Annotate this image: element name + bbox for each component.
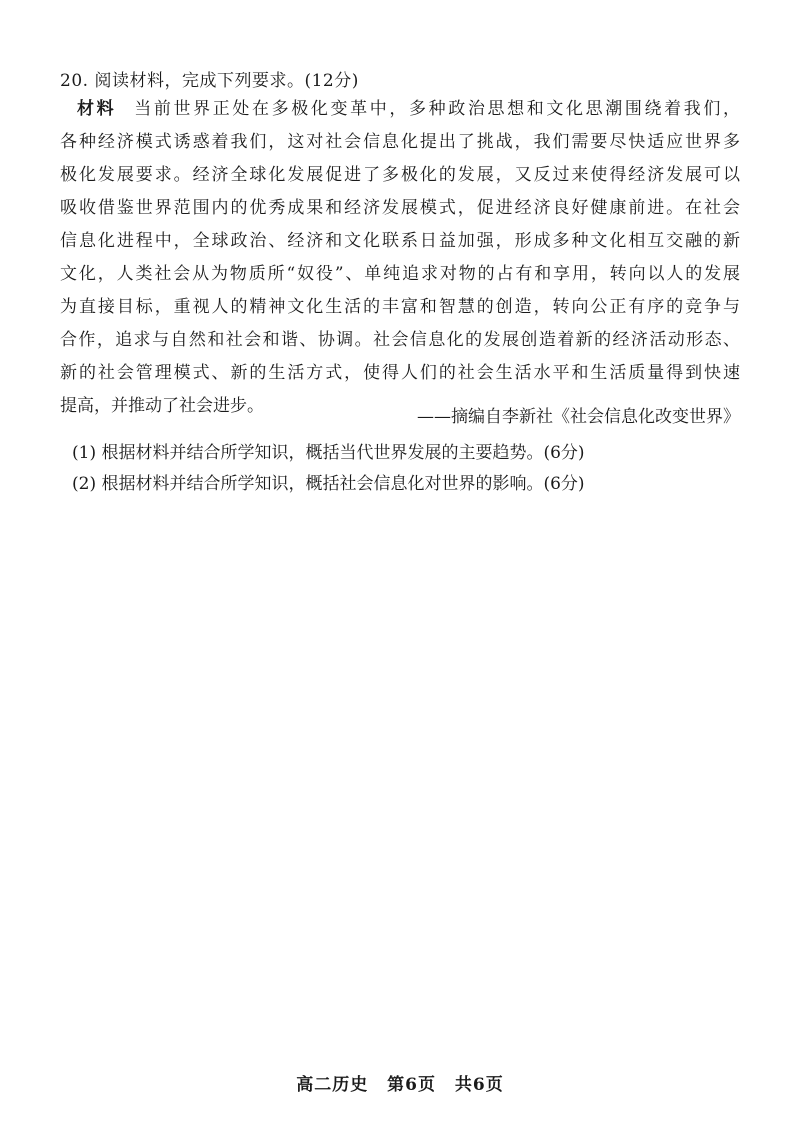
material-line: 吸收借鉴世界范围内的优秀成果和经济发展模式，促进经济良好健康前进。在社会 (60, 198, 740, 218)
question-header: 20. 阅读材料，完成下列要求。(12分) (60, 71, 359, 91)
material-line: 文化，人类社会从为物质所“奴役”、单纯追求对物的占有和享用，转向以人的发展 (60, 264, 740, 284)
material-line: 新的社会管理模式、新的生活方式，使得人们的社会生活水平和生活质量得到快速 (60, 363, 740, 383)
material-block (60, 93, 740, 423)
material-line: 为直接目标，重视人的精神文化生活的丰富和智慧的创造，转向公正有序的竞争与 (60, 297, 740, 317)
page-footer (0, 1070, 800, 1095)
material-line: 信息化进程中，全球政治、经济和文化联系日益加强，形成多种文化相互交融的新 (60, 231, 740, 251)
footer-page-number: 第6页 (387, 1075, 436, 1095)
material-line: 极化发展要求。经济全球化发展促进了多极化的发展，又反过来使得经济发展可以 (60, 165, 740, 185)
sub-question-2: (2) 根据材料并结合所学知识，概括社会信息化对世界的影响。(6分) (72, 474, 585, 494)
material-line: 提高，并推动了社会进步。 (60, 396, 264, 416)
material-line: 各种经济模式诱惑着我们，这对社会信息化提出了挑战，我们需要尽快适应世界多 (60, 132, 740, 152)
footer-total-pages: 共6页 (454, 1075, 504, 1095)
material-source: ——摘编自李新社《社会信息化改变世界》 (417, 407, 740, 427)
footer-subject: 高二历史 (296, 1075, 369, 1095)
sub-question-1: (1) 根据材料并结合所学知识，概括当代世界发展的主要趋势。(6分) (72, 443, 585, 463)
material-line: 合作，追求与自然和社会和谐、协调。社会信息化的发展创造着新的经济活动形态、 (60, 330, 740, 350)
material-label: 材料 (77, 99, 117, 119)
material-line: 材料 当前世界正处在多极化变革中，多种政治思想和文化思潮围绕着我们， (77, 99, 740, 119)
